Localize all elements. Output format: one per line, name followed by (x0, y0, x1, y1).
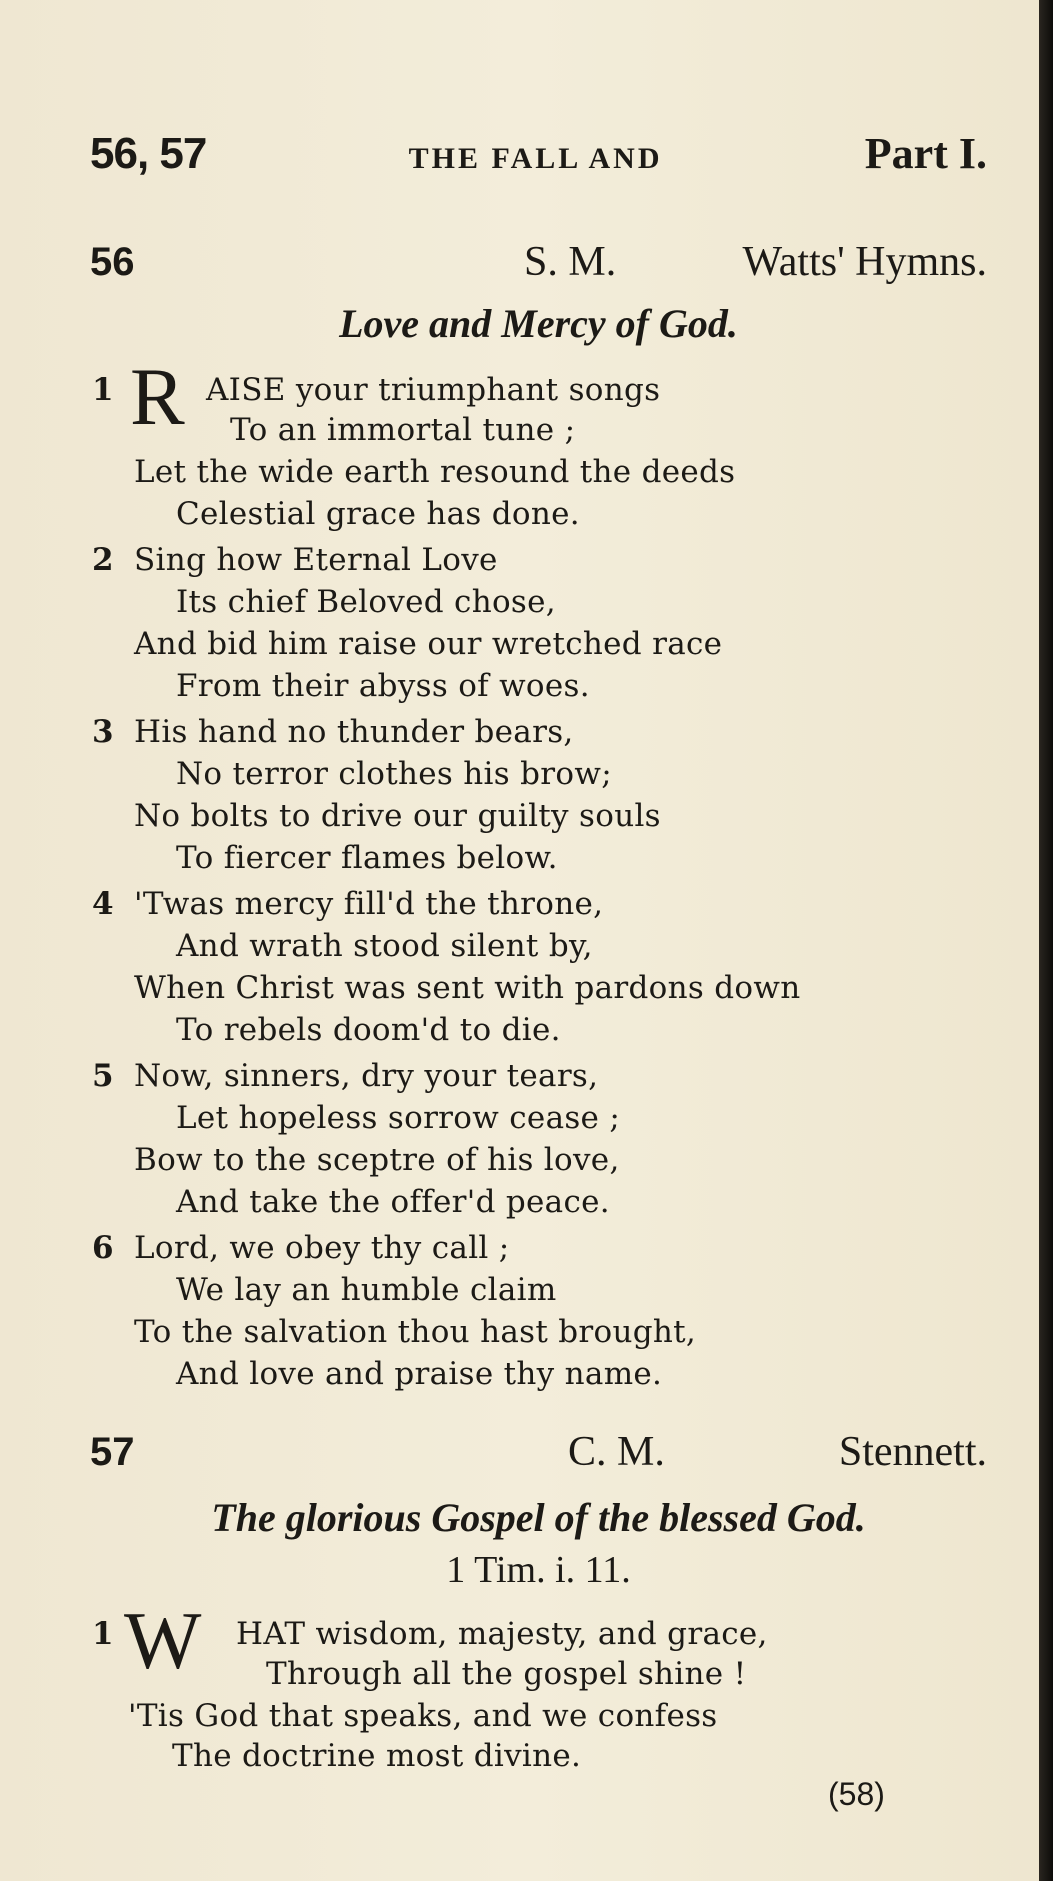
verse-line: The doctrine most divine. (172, 1738, 582, 1774)
hymn-56-subtitle: Love and Mercy of God. (339, 301, 738, 346)
verse-line: From their abyss of woes. (176, 668, 590, 704)
verse-number: 3 (92, 714, 114, 750)
verse-line: Its chief Beloved chose, (176, 584, 556, 620)
verse-line: 'Tis God that speaks, and we confess (128, 1698, 718, 1734)
hymn-author: Watts' Hymns. (742, 239, 987, 285)
verse-line: No bolts to drive our guilty souls (134, 798, 661, 834)
verse-line: When Christ was sent with pardons down (134, 970, 801, 1006)
hymn-meter: S. M. (524, 239, 617, 285)
drop-cap: W (124, 1595, 202, 1686)
scripture-reference: 1 Tim. i. 11. (446, 1549, 631, 1591)
hymn-57-subtitle: The glorious Gospel of the blessed God. (211, 1495, 866, 1540)
verse-line: To an immortal tune ; (230, 412, 576, 448)
verse-number: 4 (92, 886, 114, 922)
verse-line: And wrath stood silent by, (176, 928, 593, 964)
running-header (90, 128, 987, 188)
verse-line: To fiercer flames below. (176, 840, 558, 876)
verse-line: Lord, we obey thy call ; (134, 1230, 510, 1266)
verse-line: Let hopeless sorrow cease ; (176, 1100, 621, 1136)
verse-line: And bid him raise our wretched race (134, 626, 723, 662)
verse-line: AISE your triumphant songs (206, 372, 661, 408)
verse-line: Let the wide earth resound the deeds (134, 454, 736, 490)
header-hymn-numbers: 56, 57 (90, 129, 207, 178)
verse-line: Celestial grace has done. (176, 496, 580, 532)
verse-line: Bow to the sceptre of his love, (134, 1142, 620, 1178)
verse-line: To rebels doom'd to die. (176, 1012, 561, 1048)
header-title: THE FALL AND (408, 142, 663, 175)
hymn-number: 56 (90, 240, 135, 284)
verse-line: We lay an humble claim (176, 1272, 557, 1308)
hymn-meter: C. M. (568, 1429, 665, 1475)
verse-line: No terror clothes his brow; (176, 756, 612, 792)
verse-number: 1 (92, 372, 114, 408)
verse-line: Sing how Eternal Love (134, 542, 498, 578)
book-spine-edge (1039, 0, 1053, 1881)
hymn-57-heading (90, 1428, 987, 1488)
verse-line: To the salvation thou hast brought, (134, 1314, 697, 1350)
verse-line: HAT wisdom, majesty, and grace, (236, 1616, 768, 1652)
header-part: Part I. (864, 129, 987, 178)
verse-number: 1 (92, 1616, 114, 1652)
page-number: (58) (828, 1776, 885, 1812)
verse-line: And love and praise thy name. (176, 1356, 663, 1392)
verse-line: 'Twas mercy fill'd the throne, (134, 886, 604, 922)
hymn-author: Stennett. (838, 1429, 987, 1475)
verse-line: And take the offer'd peace. (176, 1184, 610, 1220)
verse-line: His hand no thunder bears, (134, 714, 574, 750)
verse-line: Now, sinners, dry your tears, (134, 1058, 599, 1094)
verse-number: 5 (92, 1058, 114, 1094)
verse-number: 6 (92, 1230, 114, 1266)
hymn-56-heading (90, 238, 987, 298)
drop-cap: R (130, 351, 185, 442)
verse-number: 2 (92, 542, 114, 578)
verse-line: Through all the gospel shine ! (266, 1656, 747, 1692)
hymn-number: 57 (90, 1430, 135, 1474)
